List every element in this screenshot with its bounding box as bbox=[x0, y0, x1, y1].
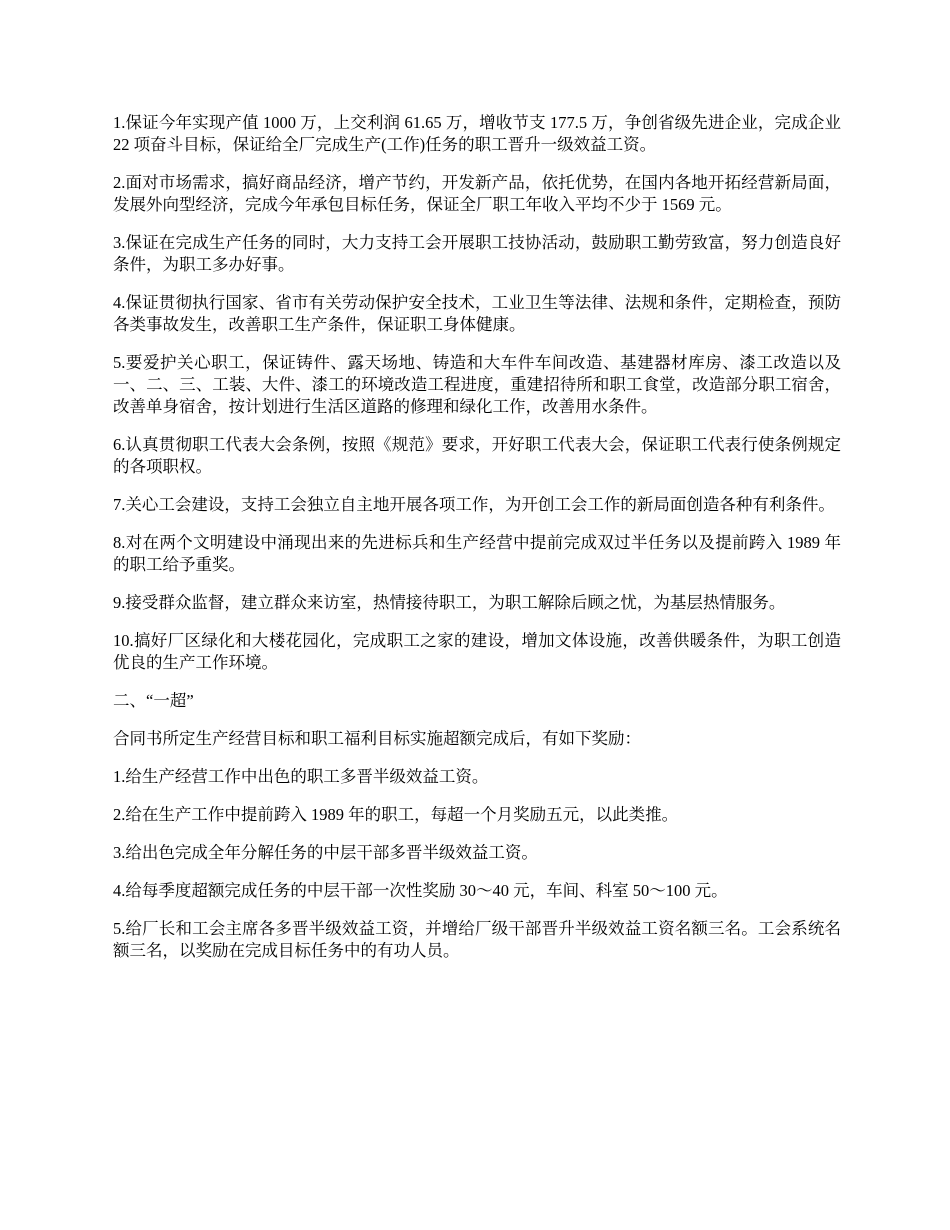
reward-item-5: 5.给厂长和工会主席各多晋半级效益工资，并增给厂级干部晋升半级效益工资名额三名。工会系统名额三名，以奖励在完成目标任务中的有功人员。 bbox=[113, 919, 841, 960]
paragraph-item-7: 7.关心工会建设，支持工会独立自主地开展各项工作，为开创工会工作的新局面创造各种有利条件。 bbox=[113, 495, 835, 514]
paragraph-item-6: 6.认真贯彻职工代表大会条例，按照《规范》要求，开好职工代表大会，保证职工代表行使条例规定的各项职权。 bbox=[113, 435, 841, 476]
paragraph-item-8: 8.对在两个文明建设中涌现出来的先进标兵和生产经营中提前完成双过半任务以及提前跨入 1989 年的职工给予重奖。 bbox=[113, 533, 841, 574]
paragraph-item-1: 1.保证今年实现产值 1000 万，上交利润 61.65 万，增收节支 177.5 万，争创省级先进企业，完成企业 22 项奋斗目标，保证给全厂完成生产(工作)任务的职工晋升一级效益工资。 bbox=[113, 113, 841, 154]
reward-item-4: 4.给每季度超额完成任务的中层干部一次性奖励 30～40 元，车间、科室 50～100 元。 bbox=[113, 881, 728, 900]
paragraph-item-2: 2.面对市场需求，搞好商品经济，增产节约，开发新产品，依托优势，在国内各地开拓经营新局面，发展外向型经济，完成今年承包目标任务，保证全厂职工年收入平均不少于 1569 元。 bbox=[113, 173, 841, 214]
paragraph-item-10: 10.搞好厂区绿化和大楼花园化，完成职工之家的建设，增加文体设施，改善供暖条件，为职工创造优良的生产工作环境。 bbox=[113, 631, 841, 672]
reward-item-2: 2.给在生产工作中提前跨入 1989 年的职工，每超一个月奖励五元，以此类推。 bbox=[113, 805, 679, 824]
reward-item-3: 3.给出色完成全年分解任务的中层干部多晋半级效益工资。 bbox=[113, 843, 538, 862]
document-body bbox=[113, 112, 841, 978]
paragraph-item-9: 9.接受群众监督，建立群众来访室，热情接待职工，为职工解除后顾之忧，为基层热情服务。 bbox=[113, 593, 786, 612]
section-intro: 合同书所定生产经营目标和职工福利目标实施超额完成后，有如下奖励： bbox=[113, 729, 641, 748]
section-heading: 二、“一超” bbox=[113, 691, 194, 710]
paragraph-item-3: 3.保证在完成生产任务的同时，大力支持工会开展职工技协活动，鼓励职工勤劳致富，努力创造良好条件，为职工多办好事。 bbox=[113, 233, 841, 274]
reward-item-1: 1.给生产经营工作中出色的职工多晋半级效益工资。 bbox=[113, 767, 489, 786]
paragraph-item-4: 4.保证贯彻执行国家、省市有关劳动保护安全技术，工业卫生等法律、法规和条件，定期检查，预防各类事故发生，改善职工生产条件，保证职工身体健康。 bbox=[113, 293, 841, 334]
paragraph-item-5: 5.要爱护关心职工，保证铸件、露天场地、铸造和大车件车间改造、基建器材库房、漆工改造以及一、二、三、工装、大件、漆工的环境改造工程进度，重建招待所和职工食堂，改造部分职工宿舍，改善单身宿舍，按计划进行生活区道路的修理和绿化工作，改善用水条件。 bbox=[113, 353, 841, 416]
